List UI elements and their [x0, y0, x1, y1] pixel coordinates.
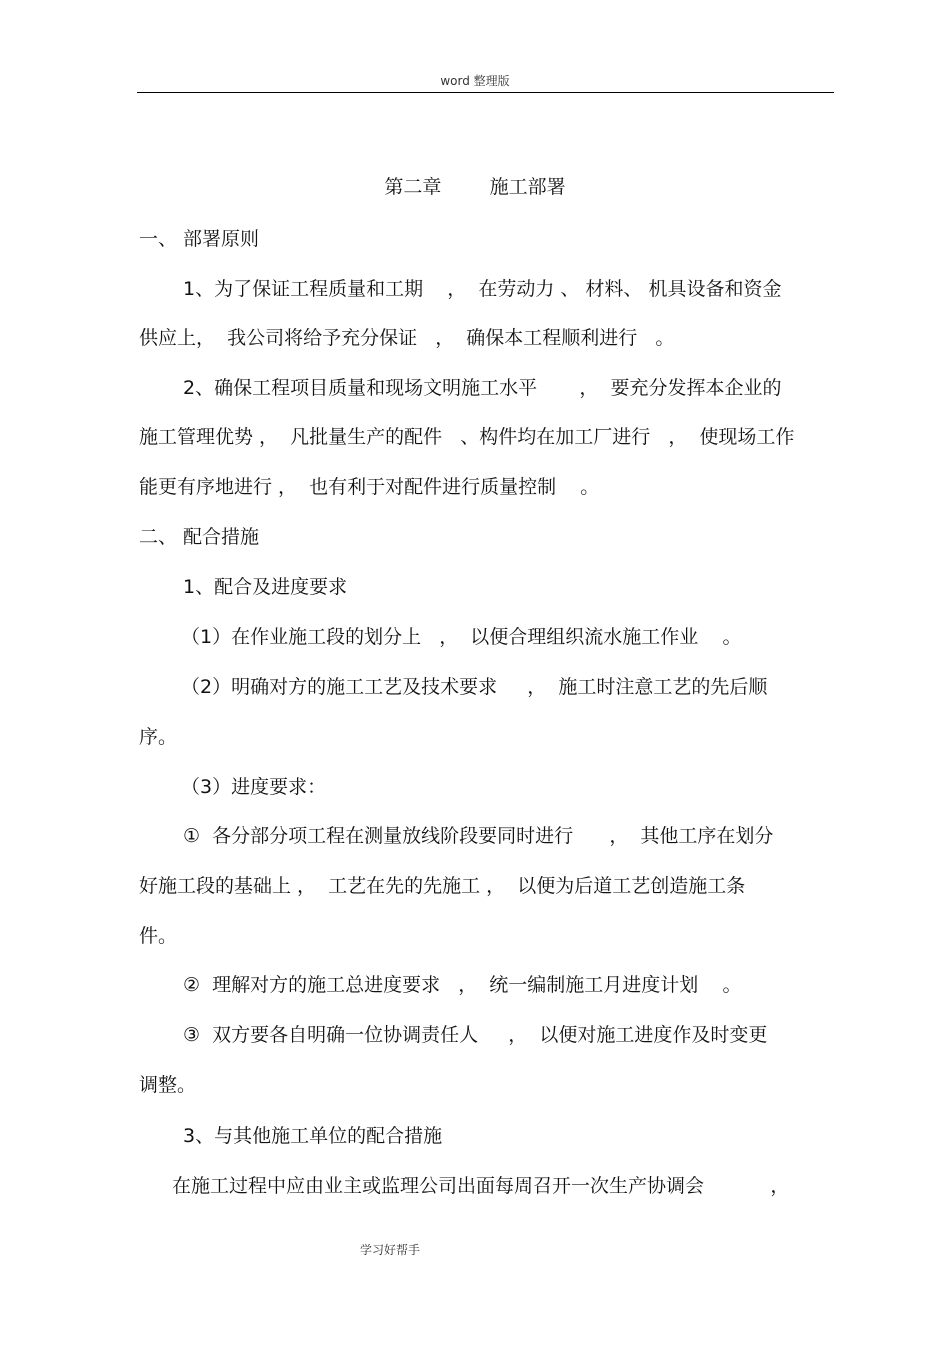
chapter-title: 第二章 施工部署 — [384, 176, 566, 198]
paragraph-line: （2）明确对方的施工工艺及技术要求 ， 施工时注意工艺的先后顺 — [181, 676, 768, 698]
section-heading-2: 二、 配合措施 — [139, 526, 260, 548]
paragraph-line: 1、为了保证工程质量和工期 ， 在劳动力 、 材料、 机具设备和资金 — [183, 278, 782, 300]
paragraph-line: 在施工过程中应由业主或监理公司出面每周召开一次生产协调会 ， — [172, 1175, 790, 1197]
subsection-heading: 1、配合及进度要求 — [183, 576, 348, 598]
paragraph-line: 序。 — [139, 726, 178, 748]
paragraph-line: 调整。 — [139, 1074, 197, 1096]
paragraph-line: （1）在作业施工段的划分上 ， 以便合理组织流水施工作业 。 — [181, 626, 742, 648]
paragraph-line: ② 理解对方的施工总进度要求 ， 统一编制施工月进度计划 。 — [183, 974, 742, 996]
header-rule — [137, 92, 834, 93]
page-header: word 整理版 — [440, 74, 510, 88]
section-heading-1: 一、 部署原则 — [139, 228, 260, 250]
paragraph-line: 供应上， 我公司将给予充分保证 ， 确保本工程顺利进行 。 — [139, 327, 675, 349]
paragraph-line: 施工管理优势 ， 凡批量生产的配件 、构件均在加工厂进行 ， 使现场工作 — [139, 426, 795, 448]
paragraph-line: 能更有序地进行 ， 也有利于对配件进行质量控制 。 — [139, 476, 600, 498]
paragraph-line: 2、确保工程项目质量和现场文明施工水平 ， 要充分发挥本企业的 — [183, 377, 782, 399]
paragraph-line: 件。 — [139, 925, 178, 947]
subsection-heading: 3、与其他施工单位的配合措施 — [183, 1125, 443, 1147]
paragraph-line: ③ 双方要各自明确一位协调责任人 ， 以便对施工进度作及时变更 — [183, 1024, 768, 1046]
paragraph-line: 好施工段的基础上 ， 工艺在先的先施工 ， 以便为后道工艺创造施工条 — [139, 875, 746, 897]
paragraph-line: ① 各分部分项工程在测量放线阶段要同时进行 ， 其他工序在划分 — [183, 825, 774, 847]
page-footer: 学习好帮手 — [360, 1243, 421, 1257]
paragraph-line: （3）进度要求： — [181, 776, 327, 798]
